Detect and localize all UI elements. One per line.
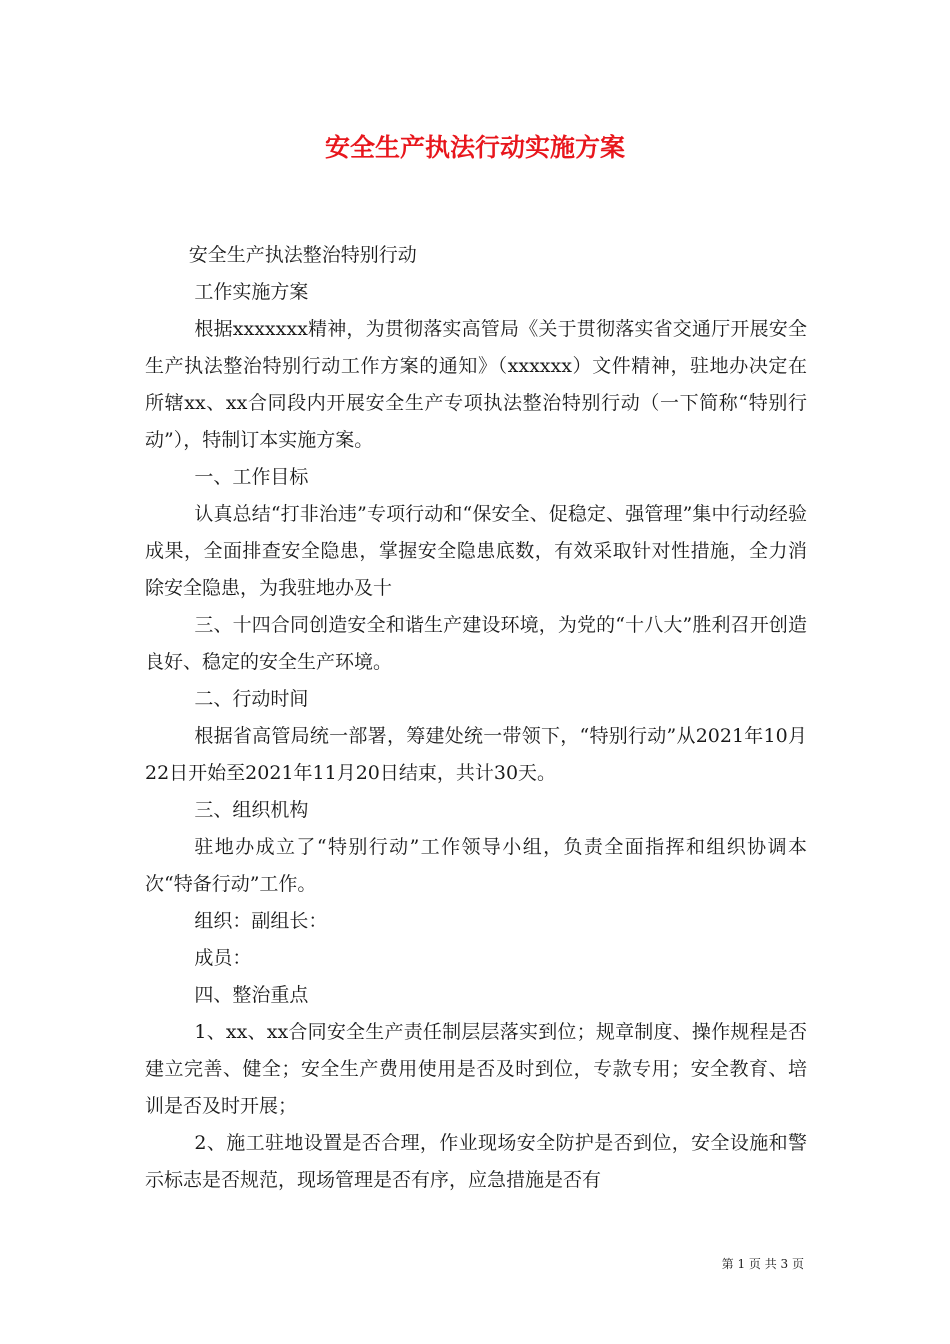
section-heading: 一、工作目标: [194, 466, 309, 488]
paragraph: 成员：: [194, 947, 252, 969]
paragraph: 1、xx、xx合同安全生产责任制层层落实到位；规章制度、操作规程是否建立完善、健全；安全生产费用使用是否及时到位，专款专用；安全教育、培训是否及时开展；: [145, 1021, 807, 1117]
section-heading: 三、组织机构: [194, 799, 309, 821]
paragraph: 根据xxxxxxx精神，为贯彻落实高管局《关于贯彻落实省交通厅开展安全生产执法整治特别行动工作方案的通知》（xxxxxx）文件精神，驻地办决定在所辖xx、xx合同段内开展安全生产专项执法整治特别行动（一下简称“特别行动”），特制订本实施方案。: [145, 318, 807, 451]
page-number-footer: 第 1 页 共 3 页: [721, 1257, 804, 1271]
paragraph: 安全生产执法整治特别行动: [188, 244, 417, 266]
paragraph: 三、十四合同创造安全和谐生产建设环境，为党的“十八大”胜利召开创造良好、稳定的安全生产环境。: [145, 614, 807, 673]
section-heading: 四、整治重点: [194, 984, 309, 1006]
paragraph: 2、施工驻地设置是否合理，作业现场安全防护是否到位，安全设施和警示标志是否规范，现场管理是否有序，应急措施是否有: [145, 1132, 807, 1191]
paragraph: 认真总结“打非治违”专项行动和“保安全、促稳定、强管理”集中行动经验成果，全面排查安全隐患，掌握安全隐患底数，有效采取针对性措施，全力消除安全隐患，为我驻地办及十: [145, 503, 807, 599]
paragraph: 工作实施方案: [194, 281, 309, 303]
paragraph: 根据省高管局统一部署，筹建处统一带领下，“特别行动”从2021年10月22日开始至2021年11月20日结束，共计30天。: [145, 725, 807, 784]
paragraph: 驻地办成立了“特别行动”工作领导小组，负责全面指挥和组织协调本次“特备行动”工作。: [145, 836, 807, 895]
document-body: [145, 237, 807, 1199]
section-heading: 二、行动时间: [194, 688, 309, 710]
document-title: 安全生产执法行动实施方案: [324, 133, 625, 162]
paragraph: 组织：副组长：: [194, 910, 328, 932]
